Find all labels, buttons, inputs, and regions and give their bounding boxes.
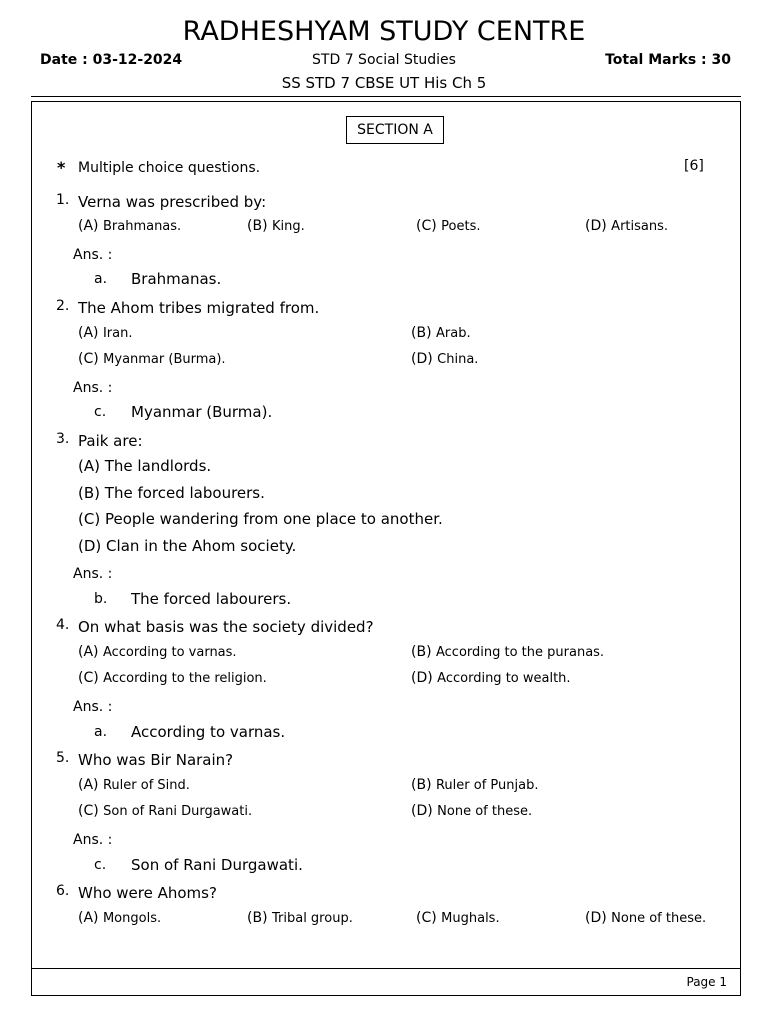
answer-text: Myanmar (Burma). xyxy=(131,403,273,421)
option-d: (D) China. xyxy=(411,351,479,367)
subject-title: STD 7 Social Studies xyxy=(312,52,456,68)
option-d: (D) None of these. xyxy=(585,910,707,926)
question-number: 3. xyxy=(56,431,70,447)
answer-letter: c. xyxy=(94,857,107,873)
option-c: (C) Poets. xyxy=(416,218,481,234)
question-number: 2. xyxy=(56,298,70,314)
section-title: SECTION A xyxy=(346,116,444,144)
answer-letter: a. xyxy=(94,724,108,740)
school-name: RADHESHYAM STUDY CENTRE xyxy=(182,16,586,47)
answer-text: According to varnas. xyxy=(131,723,286,741)
option-b: (B) Tribal group. xyxy=(247,910,353,926)
question-text: Who were Ahoms? xyxy=(78,884,217,902)
question-number: 6. xyxy=(56,883,70,899)
option-a: (A) Brahmanas. xyxy=(78,218,182,234)
option-d: (D) According to wealth. xyxy=(411,670,571,686)
option-d: (D) Artisans. xyxy=(585,218,669,234)
footer-divider xyxy=(31,968,741,969)
frame-right-border xyxy=(740,101,741,995)
answer-label: Ans. : xyxy=(73,566,113,582)
option-c: (C) People wandering from one place to another. xyxy=(78,510,443,528)
exam-date: Date : 03-12-2024 xyxy=(40,52,183,68)
page-number: Page 1 xyxy=(686,975,727,989)
option-b: (B) Arab. xyxy=(411,325,471,341)
header-divider-top xyxy=(31,96,741,97)
answer-text: The forced labourers. xyxy=(131,590,292,608)
option-d: (D) Clan in the Ahom society. xyxy=(78,537,297,555)
answer-label: Ans. : xyxy=(73,247,113,263)
answer-text: Brahmanas. xyxy=(131,270,222,288)
frame-left-border xyxy=(31,101,32,995)
answer-text: Son of Rani Durgawati. xyxy=(131,856,303,874)
answer-letter: c. xyxy=(94,404,107,420)
frame-bottom-border xyxy=(31,995,741,996)
header-divider-bottom xyxy=(31,101,741,102)
question-number: 4. xyxy=(56,617,70,633)
question-text: Paik are: xyxy=(78,432,143,450)
question-number: 1. xyxy=(56,192,70,208)
section-marks: [6] xyxy=(684,158,704,174)
option-c: (C) Mughals. xyxy=(416,910,500,926)
answer-label: Ans. : xyxy=(73,699,113,715)
question-text: The Ahom tribes migrated from. xyxy=(78,299,320,317)
question-text: Who was Bir Narain? xyxy=(78,751,234,769)
option-a: (A) The landlords. xyxy=(78,457,212,475)
total-marks: Total Marks : 30 xyxy=(605,52,731,68)
answer-letter: a. xyxy=(94,271,108,287)
option-b: (B) The forced labourers. xyxy=(78,484,265,502)
option-a: (A) According to varnas. xyxy=(78,644,237,660)
answer-label: Ans. : xyxy=(73,832,113,848)
section-instruction: Multiple choice questions. xyxy=(78,160,261,176)
option-c: (C) According to the religion. xyxy=(78,670,267,686)
option-c: (C) Myanmar (Burma). xyxy=(78,351,226,367)
option-b: (B) Ruler of Punjab. xyxy=(411,777,539,793)
option-c: (C) Son of Rani Durgawati. xyxy=(78,803,253,819)
question-text: On what basis was the society divided? xyxy=(78,618,374,636)
option-b: (B) King. xyxy=(247,218,305,234)
option-a: (A) Mongols. xyxy=(78,910,162,926)
option-a: (A) Iran. xyxy=(78,325,133,341)
option-b: (B) According to the puranas. xyxy=(411,644,605,660)
paper-code: SS STD 7 CBSE UT His Ch 5 xyxy=(281,74,487,92)
answer-label: Ans. : xyxy=(73,380,113,396)
bullet-icon: * xyxy=(57,158,66,177)
option-a: (A) Ruler of Sind. xyxy=(78,777,190,793)
question-text: Verna was prescribed by: xyxy=(78,193,267,211)
option-d: (D) None of these. xyxy=(411,803,533,819)
question-number: 5. xyxy=(56,750,70,766)
answer-letter: b. xyxy=(94,591,108,607)
